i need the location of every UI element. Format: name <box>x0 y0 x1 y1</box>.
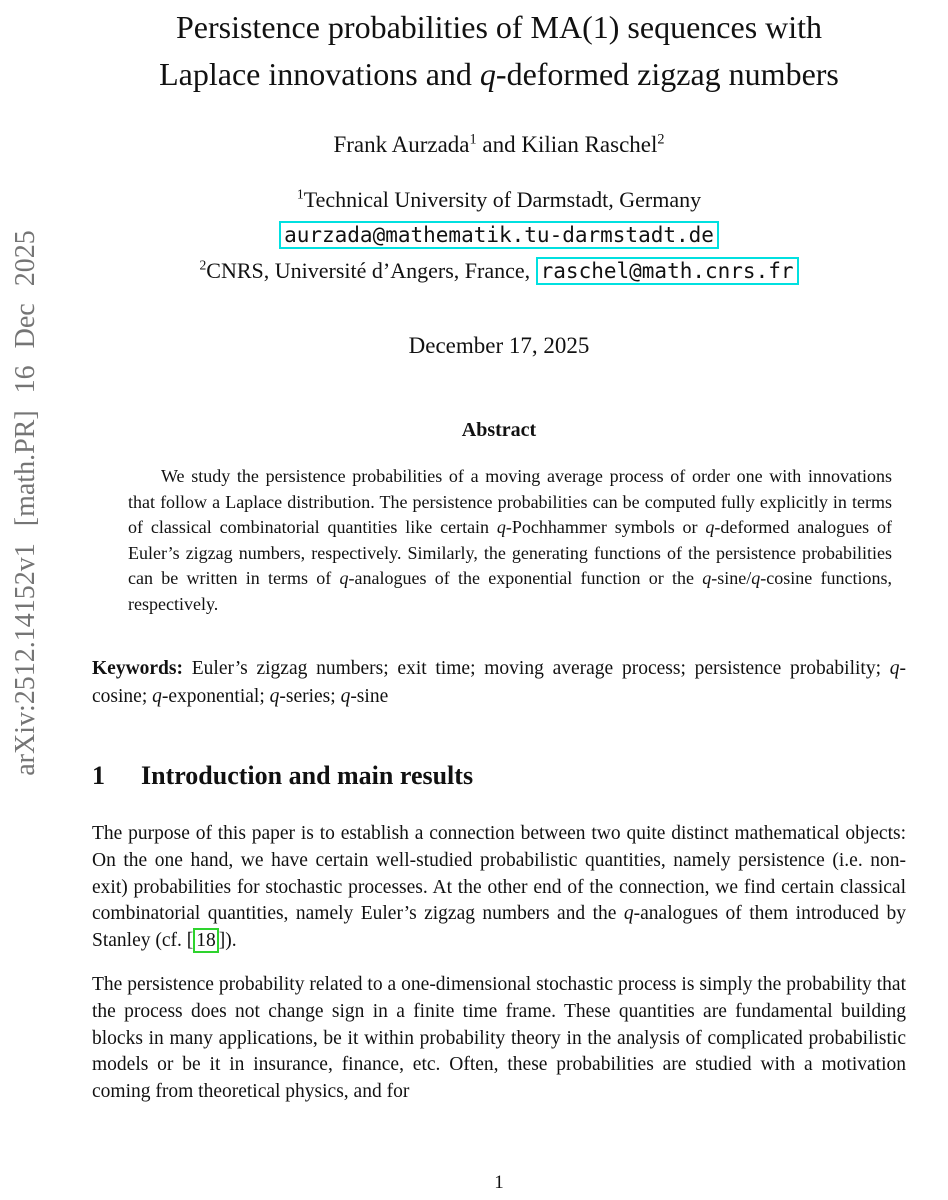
intro-paragraph-1 <box>92 821 906 955</box>
paper-date: December 17, 2025 <box>408 333 590 358</box>
abstract-body <box>128 464 892 617</box>
citation-link-18[interactable]: 18 <box>193 928 219 953</box>
text-segment: q <box>623 903 634 925</box>
text-segment: Technical University of Darmstadt, Germany <box>303 187 702 212</box>
text-segment: The persistence probability related to a one-dimensional stochastic process is simply the probability that the process does not change sign in a finite time frame. These quantities are fundamental building blocks in many applications, be it within probability theory in the analysis of complicated probabilistic models or be it in insurance, finance, etc. Often, these probabilities are studied with a motivation coming from theoretical physics, and for <box>92 973 906 1103</box>
text-segment: -analogues of the exponential function or the <box>348 568 703 588</box>
title-line-1: Persistence probabilities of MA(1) sequences with <box>175 9 823 45</box>
text-segment: q <box>496 517 506 537</box>
text-segment: Laplace innovations and <box>159 56 480 92</box>
text-segment: 1 <box>296 186 304 202</box>
page-number: 1 <box>494 1172 504 1193</box>
affiliation-1 <box>92 182 906 217</box>
text-segment: q <box>340 686 351 707</box>
abstract-heading: Abstract <box>461 419 537 441</box>
text-segment: q <box>889 658 900 679</box>
text-segment: The purpose of this paper is to establish a connection between two quite distinct mathematical objects: On the one hand, we have certain well-studied probabilistic quantities, namely persistence (i.e. non-exit) probabilities for stochastic processes. At the other end of the connection, we find certain classical combinatorial quantities, namely Euler’s zigzag numbers and the <box>92 823 906 925</box>
text-segment: -cosine; <box>92 658 906 707</box>
text-segment: Euler’s zigzag numbers; exit time; moving average process; persistence probability; <box>183 658 890 679</box>
text-segment: -sine/ <box>711 568 752 588</box>
email-link-raschel[interactable]: raschel@math.cnrs.fr <box>536 257 799 285</box>
text-segment: Keywords: <box>92 658 183 679</box>
keywords-line <box>92 655 906 711</box>
abstract-section <box>92 419 906 617</box>
text-segment: CNRS, Université d’Angers, France, <box>206 258 536 283</box>
text-segment: 2 <box>199 257 207 273</box>
text-segment: 2 <box>657 131 665 148</box>
text-segment: 1 <box>469 131 477 148</box>
authors-line <box>92 132 906 158</box>
section-number: 1 <box>92 761 105 790</box>
intro-paragraph-2 <box>92 972 906 1106</box>
text-segment: Frank Aurzada <box>333 132 470 157</box>
text-segment: -deformed zigzag numbers <box>495 56 839 92</box>
text-segment: q <box>152 686 162 707</box>
text-segment: -Pochhammer symbols or <box>505 517 706 537</box>
affiliations-block <box>92 182 906 289</box>
text-segment: -sine <box>350 686 389 707</box>
text-segment: q <box>702 568 712 588</box>
text-segment: -exponential; <box>161 686 270 707</box>
section-title: Introduction and main results <box>141 761 474 790</box>
text-segment: -series; <box>279 686 341 707</box>
text-segment: -deformed analogues of Euler’s zigzag numbers, respectively. Similarly, the generating functions of the persistence probabilities can be written in terms of <box>128 517 893 588</box>
text-segment: q <box>479 56 496 92</box>
paper-content <box>92 0 906 1106</box>
email-link-aurzada[interactable]: aurzada@mathematik.tu-darmstadt.de <box>279 221 719 249</box>
email-line-1 <box>92 217 906 253</box>
affiliation-2 <box>92 253 906 289</box>
paper-title <box>92 0 906 98</box>
title-line-2 <box>92 51 906 98</box>
text-segment: q <box>339 568 349 588</box>
text-segment: q <box>269 686 280 707</box>
text-segment: -analogues of them introduced by Stanley (cf. [ <box>92 903 906 952</box>
section-1-heading <box>92 761 906 791</box>
text-segment: -cosine functions, respectively. <box>128 568 892 614</box>
text-segment: q <box>705 517 715 537</box>
text-segment: q <box>751 568 761 588</box>
text-segment: We study the persistence probabilities of a moving average process of order one with innovations that follow a Laplace distribution. The persistence probabilities can be computed fully explicitly in terms of classical combinatorial quantities like certain <box>128 466 892 537</box>
arxiv-watermark: arXiv:2512.14152v1 [math.PR] 16 Dec 2025 <box>10 230 41 776</box>
text-segment: ]). <box>218 930 237 952</box>
text-segment: and Kilian Raschel <box>476 132 658 157</box>
